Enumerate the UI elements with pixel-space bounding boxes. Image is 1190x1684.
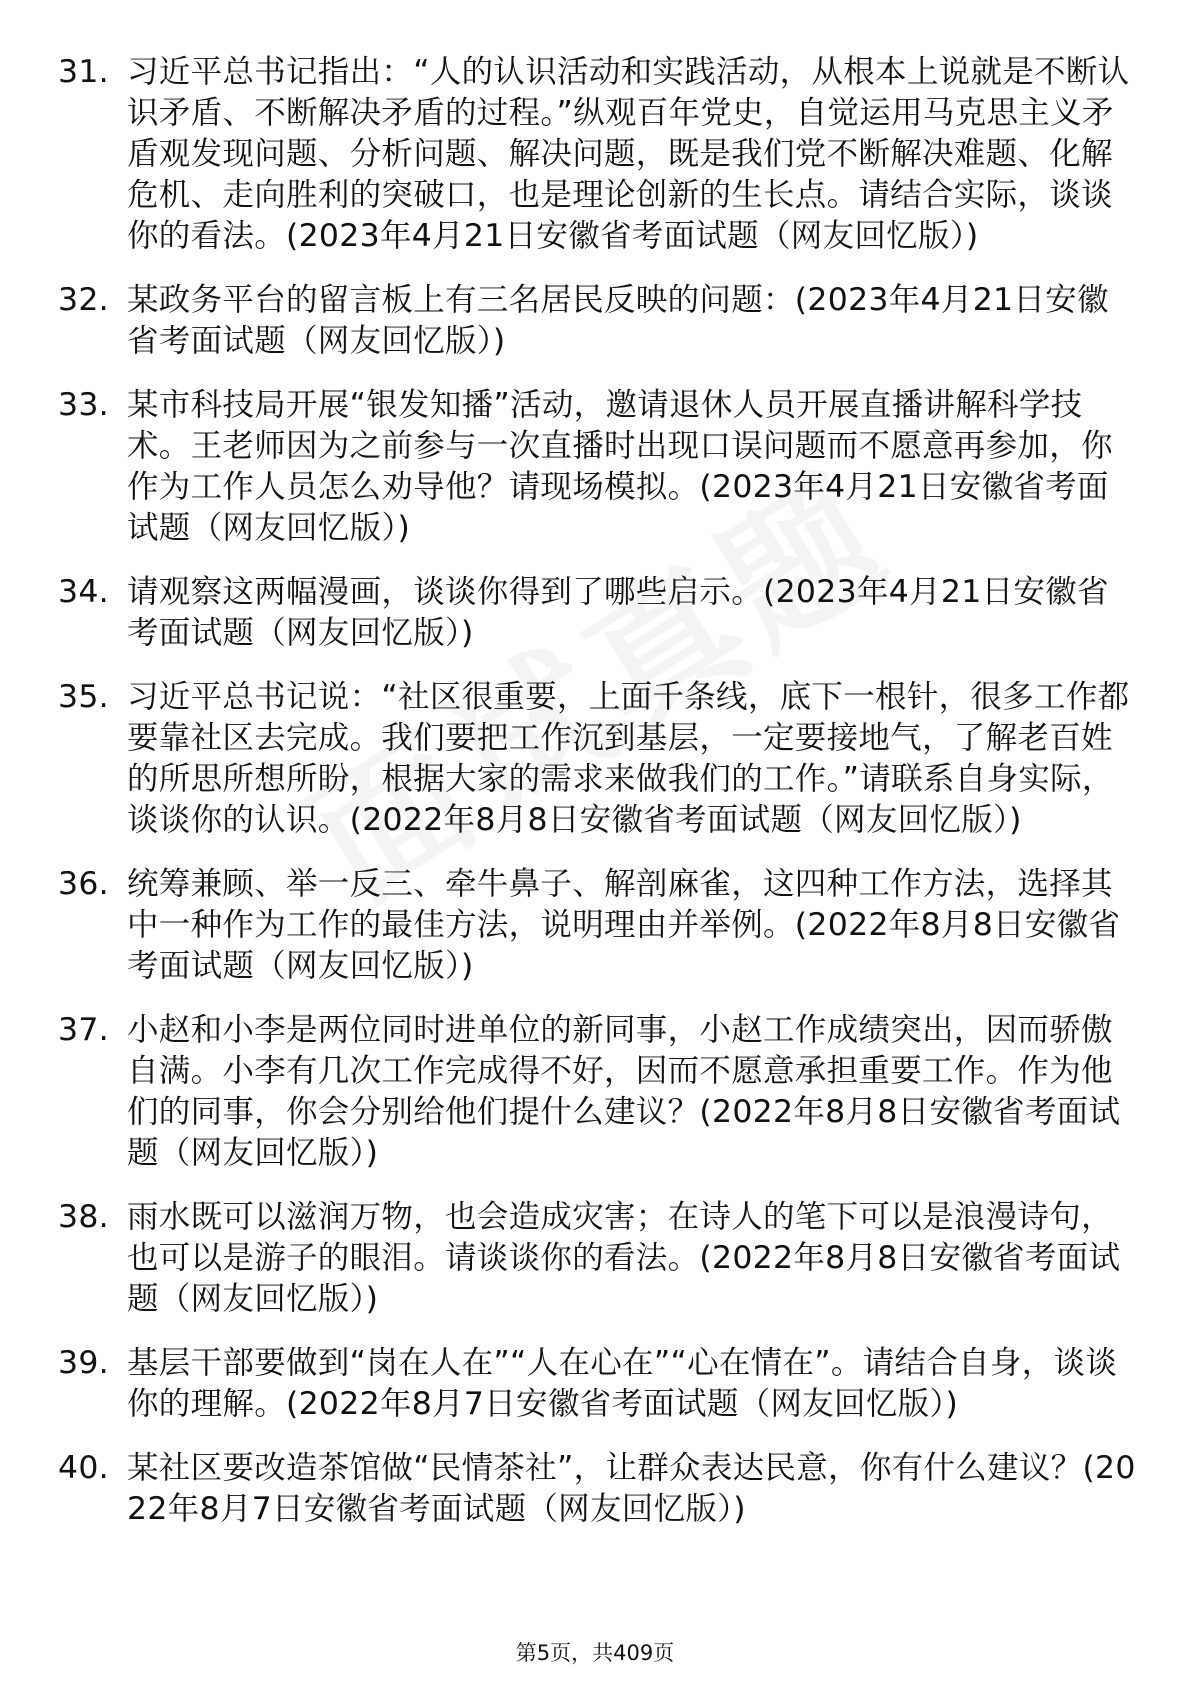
question-text: 习近平总书记说：“社区很重要，上面千条线，底下一根针，很多工作都要靠社区去完成。我们要把工作沉到基层，一定要接地气，了解老百姓的所思所想所盼，根据大家的需求来做我们的工作。”请联系自身实际，谈谈你的认识。(2022年8月8日安徽省考面试题（网友回忆版）) (127, 679, 1130, 838)
question-item (58, 1343, 1138, 1425)
question-number: 34. (58, 574, 109, 610)
question-item (58, 1010, 1138, 1174)
question-text: 习近平总书记指出：“人的认识活动和实践活动，从根本上说就是不断认识矛盾、不断解决矛盾的过程。”纵观百年党史，自觉运用马克思主义矛盾观发现问题、分析问题、解决问题，既是我们党不断解决难题、化解危机、走向胜利的突破口，也是理论创新的生长点。请结合实际，谈谈你的看法。(2023年4月21日安徽省考面试题（网友回忆版）) (127, 54, 1130, 254)
question-item (58, 385, 1138, 549)
question-number: 31. (58, 54, 109, 90)
question-text: 某社区要改造茶馆做“民情茶社”，让群众表达民意，你有什么建议？(2022年8月7日安徽省考面试题（网友回忆版）) (127, 1450, 1136, 1527)
question-text: 小赵和小李是两位同时进单位的新同事，小赵工作成绩突出，因而骄傲自满。小李有几次工作完成得不好，因而不愿意承担重要工作。作为他们的同事，你会分别给他们提什么建议？(2022年8月8日安徽省考面试题（网友回忆版）) (127, 1012, 1121, 1171)
question-text: 请观察这两幅漫画，谈谈你得到了哪些启示。(2023年4月21日安徽省考面试题（网友回忆版）) (127, 574, 1109, 651)
question-number: 36. (58, 866, 109, 902)
question-number: 37. (58, 1012, 109, 1048)
question-text: 统筹兼顾、举一反三、牵牛鼻子、解剖麻雀，这四种工作方法，选择其中一种作为工作的最佳方法，说明理由并举例。(2022年8月8日安徽省考面试题（网友回忆版）) (127, 866, 1121, 984)
question-number: 32. (58, 282, 109, 318)
question-text: 某政务平台的留言板上有三名居民反映的问题：(2023年4月21日安徽省考面试题（网友回忆版）) (127, 282, 1109, 359)
question-item (58, 52, 1138, 257)
question-item (58, 280, 1138, 362)
question-number: 40. (58, 1450, 109, 1486)
question-item (58, 864, 1138, 987)
question-number: 38. (58, 1199, 109, 1235)
page-number-footer: 第5页，共409页 (515, 1641, 675, 1665)
question-text: 基层干部要做到“岗在人在”“人在心在”“心在情在”。请结合自身，谈谈你的理解。(2022年8月7日安徽省考面试题（网友回忆版）) (127, 1345, 1118, 1422)
question-item (58, 1197, 1138, 1320)
question-item (58, 1448, 1138, 1530)
question-number: 33. (58, 387, 109, 423)
question-text: 雨水既可以滋润万物，也会造成灾害；在诗人的笔下可以是浪漫诗句，也可以是游子的眼泪。请谈谈你的看法。(2022年8月8日安徽省考面试题（网友回忆版）) (127, 1199, 1121, 1317)
question-list (58, 52, 1138, 1553)
question-text: 某市科技局开展“银发知播”活动，邀请退休人员开展直播讲解科学技术。王老师因为之前参与一次直播时出现口误问题而不愿意再参加，你作为工作人员怎么劝导他？请现场模拟。(2023年4月21日安徽省考面试题（网友回忆版）) (127, 387, 1113, 546)
question-item (58, 677, 1138, 841)
question-number: 39. (58, 1345, 109, 1381)
question-number: 35. (58, 679, 109, 715)
question-item (58, 572, 1138, 654)
